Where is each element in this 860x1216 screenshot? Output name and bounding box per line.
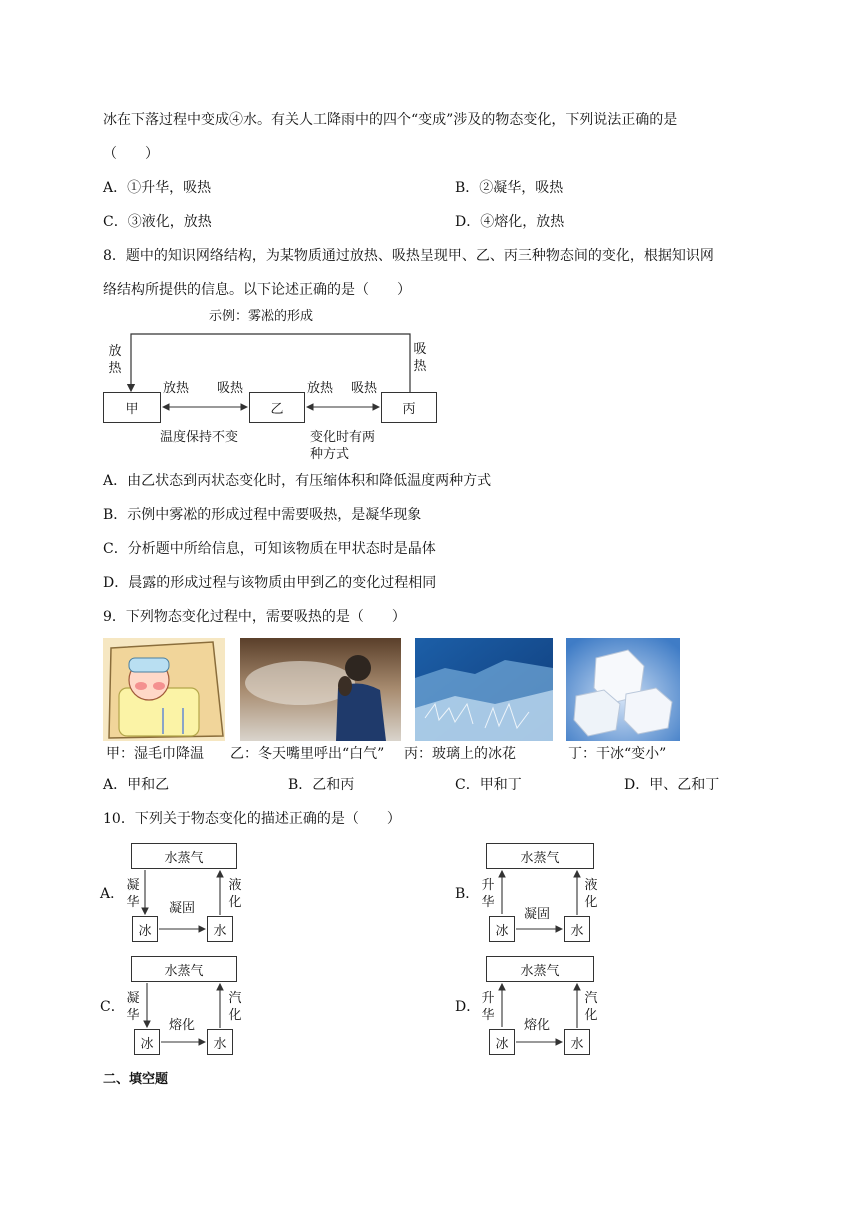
q10-a-bottom-label: 凝固 bbox=[169, 901, 196, 916]
q10-c-right-label: 汽化 bbox=[228, 991, 242, 1023]
q10-diagram-c bbox=[100, 953, 250, 1058]
q9-stem: 9．下列物态变化过程中，需要吸热的是（ ） bbox=[103, 609, 406, 625]
q10-d-left-label: 升华 bbox=[481, 991, 495, 1023]
q9-image-yi bbox=[240, 638, 401, 741]
q10-d-ice-box: 冰 bbox=[489, 1029, 515, 1055]
q9-option-d: D．甲、乙和丁 bbox=[624, 777, 720, 793]
q10-diagram-a bbox=[100, 840, 250, 945]
q8-option-b: B．示例中雾凇的形成过程中需要吸热，是凝华现象 bbox=[103, 507, 422, 523]
q10-a-water-box: 水 bbox=[207, 916, 233, 942]
q7-option-a: A．①升华，吸热 bbox=[103, 180, 212, 196]
q10-c-vapor-box: 水蒸气 bbox=[131, 956, 237, 982]
q8-left-vertical-label: 放热 bbox=[108, 344, 122, 376]
q10-option-letter-b: B． bbox=[455, 886, 480, 902]
q8-stem-line2: 络结构所提供的信息。以下论述正确的是（ ） bbox=[103, 282, 411, 298]
q8-option-a: A．由乙状态到丙状态变化时，有压缩体积和降低温度两种方式 bbox=[103, 473, 492, 489]
q10-b-left-label: 升华 bbox=[481, 878, 495, 910]
q10-diagram-b bbox=[455, 840, 605, 945]
q8-bc-note-2: 种方式 bbox=[310, 447, 350, 462]
q8-ab-release-label: 放热 bbox=[163, 381, 190, 396]
q8-state-yi: 乙 bbox=[249, 392, 305, 423]
q9-image-ding bbox=[566, 638, 680, 741]
q10-b-right-label: 液化 bbox=[584, 878, 598, 910]
q8-option-c: C．分析题中所给信息，可知该物质在甲状态时是晶体 bbox=[103, 541, 436, 557]
q7-option-b: B．②凝华，吸热 bbox=[455, 180, 564, 196]
q10-a-ice-box: 冰 bbox=[132, 916, 158, 942]
q10-diagram-d bbox=[455, 953, 605, 1058]
q9-image-jia bbox=[103, 638, 225, 741]
section-heading-fill-in: 二、填空题 bbox=[103, 1072, 169, 1087]
q8-option-d: D．晨露的形成过程与该物质由甲到乙的变化过程相同 bbox=[103, 575, 437, 591]
q8-ab-note: 温度保持不变 bbox=[160, 430, 239, 445]
q10-b-vapor-box: 水蒸气 bbox=[486, 843, 594, 869]
q8-right-vertical-label: 吸热 bbox=[413, 342, 427, 374]
q10-d-bottom-label: 熔化 bbox=[524, 1018, 551, 1033]
q10-c-ice-box: 冰 bbox=[134, 1029, 160, 1055]
q8-bc-absorb-label: 吸热 bbox=[351, 381, 378, 396]
q9-image-bing bbox=[415, 638, 553, 741]
q7-answer-paren: （ ） bbox=[103, 146, 159, 162]
q9-caption-bing: 丙：玻璃上的冰花 bbox=[404, 746, 516, 762]
q9-caption-jia: 甲：湿毛巾降温 bbox=[106, 746, 204, 762]
q10-b-water-box: 水 bbox=[564, 916, 590, 942]
q9-option-b: B．乙和丙 bbox=[288, 777, 355, 793]
q10-a-arrows bbox=[100, 840, 250, 945]
q10-c-bottom-label: 熔化 bbox=[169, 1018, 196, 1033]
q10-c-water-box: 水 bbox=[207, 1029, 233, 1055]
q9-option-c: C．甲和丁 bbox=[455, 777, 522, 793]
q10-d-vapor-box: 水蒸气 bbox=[486, 956, 594, 982]
q9-caption-yi: 乙：冬天嘴里呼出“白气” bbox=[230, 746, 385, 762]
q10-b-bottom-label: 凝固 bbox=[524, 907, 551, 922]
q10-option-letter-a: A． bbox=[100, 886, 125, 902]
q7-option-d: D．④熔化，放热 bbox=[455, 214, 565, 230]
q8-state-bing: 丙 bbox=[381, 392, 437, 423]
q10-b-ice-box: 冰 bbox=[489, 916, 515, 942]
q10-c-left-label: 凝华 bbox=[126, 991, 140, 1023]
q8-state-jia: 甲 bbox=[103, 392, 161, 423]
q8-stem-line1: 8．题中的知识网络结构，为某物质通过放热、吸热呈现甲、乙、丙三种物态间的变化，根据知识网 bbox=[103, 248, 714, 264]
q8-bc-note-1: 变化时有两 bbox=[310, 430, 376, 445]
q8-bc-release-label: 放热 bbox=[307, 381, 334, 396]
q9-option-a: A．甲和乙 bbox=[103, 777, 170, 793]
q10-d-water-box: 水 bbox=[564, 1029, 590, 1055]
q10-a-right-label: 液化 bbox=[228, 878, 242, 910]
q8-ab-absorb-label: 吸热 bbox=[217, 381, 244, 396]
q10-d-right-label: 汽化 bbox=[584, 991, 598, 1023]
q10-option-letter-d: D． bbox=[455, 999, 481, 1015]
q10-d-arrows bbox=[455, 953, 605, 1058]
q10-a-left-label: 凝华 bbox=[126, 878, 140, 910]
q7-option-c: C．③液化，放热 bbox=[103, 214, 212, 230]
q9-caption-ding: 丁：干冰“变小” bbox=[568, 746, 667, 762]
q10-option-letter-c: C． bbox=[100, 999, 125, 1015]
q10-c-arrows bbox=[100, 953, 250, 1058]
q10-b-arrows bbox=[455, 840, 605, 945]
q10-a-vapor-box: 水蒸气 bbox=[131, 843, 237, 869]
q7-stem-tail: 冰在下落过程中变成④水。有关人工降雨中的四个“变成”涉及的物态变化，下列说法正确的是 bbox=[103, 112, 678, 128]
q10-stem: 10．下列关于物态变化的描述正确的是（ ） bbox=[103, 811, 401, 827]
q8-example-label: 示例：雾凇的形成 bbox=[209, 309, 314, 324]
